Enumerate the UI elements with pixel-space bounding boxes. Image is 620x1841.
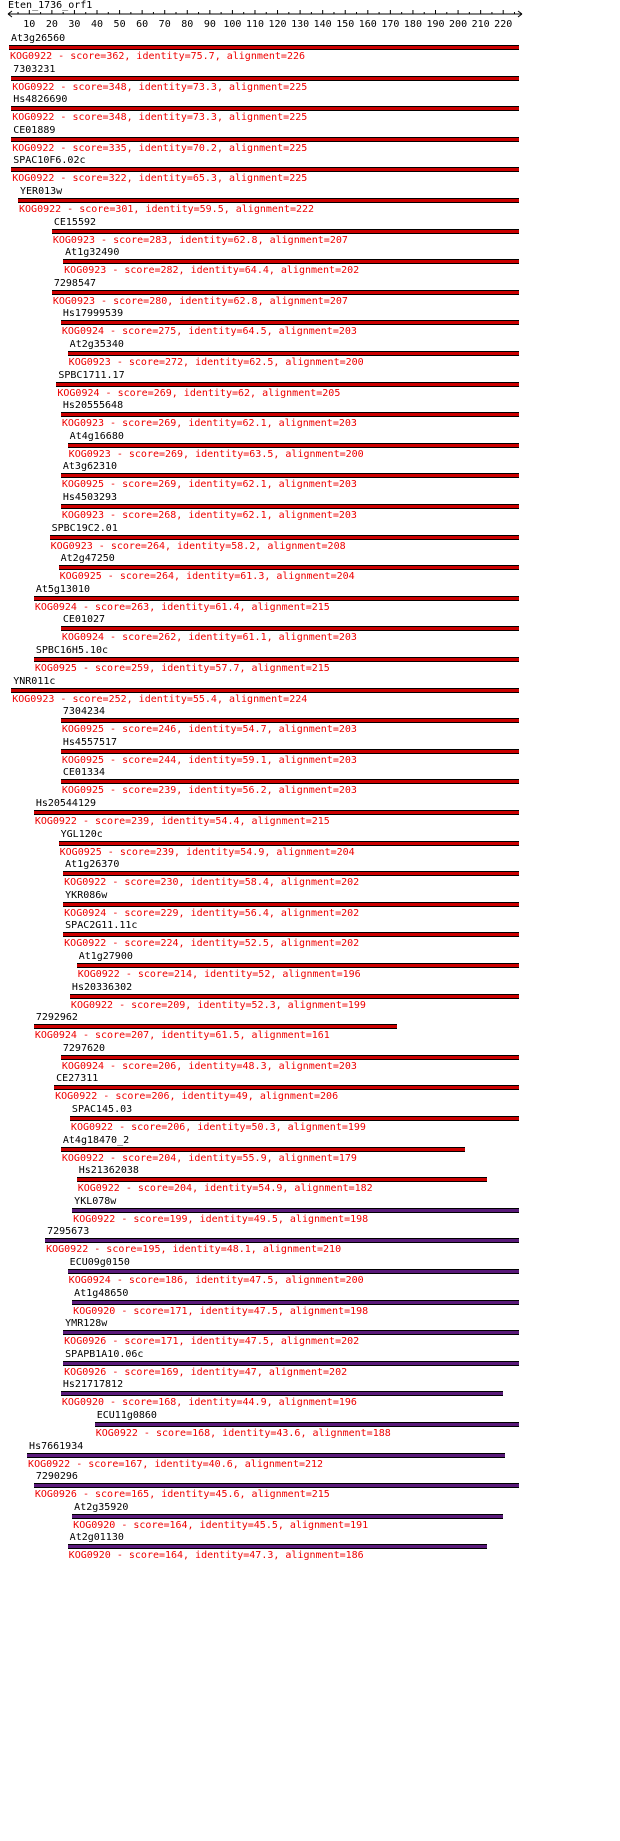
hit-name[interactable]: ECU09g0150 (69, 1257, 130, 1268)
hit-description: KOG0923 - score=264, identity=58.2, alignment=208 (50, 540, 346, 552)
hit-description: KOG0925 - score=239, identity=56.2, alignment=203 (61, 785, 357, 797)
hit-description: KOG0922 - score=209, identity=52.3, alignment=199 (70, 999, 366, 1011)
ruler-tick-label: 160 (358, 19, 377, 30)
hit-name[interactable]: 7303231 (13, 63, 56, 75)
hit-name[interactable]: 7295673 (47, 1226, 90, 1238)
hit-row (0, 523, 620, 555)
hit-description: KOG0926 - score=165, identity=45.6, alignment=215 (34, 1489, 330, 1501)
hit-description: KOG0924 - score=262, identity=61.1, alignment=203 (61, 632, 357, 644)
hit-row (0, 920, 620, 952)
hit-name[interactable]: Hs4557517 (62, 736, 118, 748)
hit-row (0, 1532, 620, 1564)
alignment-bar[interactable] (59, 565, 519, 570)
alignment-bar[interactable] (72, 1514, 503, 1519)
hit-name[interactable]: At1g26370 (65, 859, 120, 871)
ruler-tick-label: 50 (113, 19, 126, 30)
hit-description: KOG0922 - score=168, identity=43.6, alignment=188 (95, 1428, 391, 1439)
hit-row (0, 1379, 620, 1411)
hit-description: KOG0923 - score=280, identity=62.8, alignment=207 (52, 295, 348, 307)
hit-description: KOG0923 - score=269, identity=63.5, alignment=200 (68, 448, 364, 460)
hit-name[interactable]: Hs4503293 (62, 492, 118, 503)
hit-row (0, 278, 620, 310)
hit-description: KOG0922 - score=230, identity=58.4, alignment=202 (64, 877, 360, 889)
alignment-bar[interactable] (63, 1330, 519, 1335)
hit-description: KOG0924 - score=269, identity=62, alignment=205 (57, 387, 341, 399)
hit-description: KOG0922 - score=322, identity=65.3, alignment=225 (12, 173, 308, 185)
hit-row (0, 33, 620, 65)
alignment-bar[interactable] (63, 259, 519, 264)
hit-description: KOG0922 - score=214, identity=52, alignment=196 (77, 969, 361, 980)
alignment-bar[interactable] (34, 657, 519, 662)
hit-name[interactable]: SPBC19C2.01 (51, 522, 118, 534)
alignment-bar[interactable] (34, 810, 519, 815)
alignment-bar[interactable] (68, 1544, 488, 1549)
hit-row (0, 1471, 620, 1503)
hit-row (0, 676, 620, 708)
hit-description: KOG0924 - score=275, identity=64.5, alignment=203 (61, 326, 357, 338)
hit-description: KOG0922 - score=204, identity=55.9, alignment=179 (61, 1152, 357, 1164)
hit-description: KOG0925 - score=259, identity=57.7, alignment=215 (34, 663, 330, 674)
alignment-bar[interactable] (68, 351, 519, 356)
alignment-bar[interactable] (61, 779, 519, 784)
hit-row (0, 614, 620, 646)
hit-description: KOG0925 - score=239, identity=54.9, alignment=204 (59, 846, 355, 858)
ruler-tick-label: 120 (268, 19, 287, 30)
ruler-tick-label: 190 (426, 19, 445, 30)
hit-name[interactable]: CE01334 (62, 767, 106, 779)
alignment-bar[interactable] (61, 1055, 519, 1060)
alignment-bar[interactable] (11, 106, 519, 111)
hit-row (0, 461, 620, 493)
hit-row (0, 1196, 620, 1228)
hit-name[interactable]: At4g18470_2 (62, 1134, 130, 1146)
hit-name[interactable]: SPAC145.03 (71, 1104, 133, 1115)
hit-name[interactable]: 7297620 (62, 1042, 106, 1054)
ruler-tick-label: 40 (90, 19, 104, 30)
hit-row (0, 1012, 620, 1044)
ruler-tick-label: 150 (336, 19, 355, 30)
hit-row (0, 125, 620, 157)
hit-name[interactable]: SPAPB1A10.06c (65, 1348, 144, 1360)
hit-row (0, 1043, 620, 1075)
hit-row (0, 308, 620, 340)
hit-row (0, 247, 620, 279)
hit-row (0, 1257, 620, 1289)
alignment-bar[interactable] (61, 320, 519, 325)
hit-description: KOG0920 - score=164, identity=47.3, alignment=186 (68, 1550, 364, 1562)
hit-name[interactable]: Hs4826690 (13, 94, 68, 106)
hit-name[interactable]: Hs21362038 (78, 1165, 139, 1177)
hit-description: KOG0920 - score=171, identity=47.5, alignment=198 (73, 1305, 369, 1317)
hit-description: KOG0922 - score=301, identity=59.5, alignment=222 (19, 204, 315, 215)
hit-description: KOG0920 - score=164, identity=45.5, alignment=191 (73, 1519, 369, 1531)
hit-name[interactable]: ECU11g0860 (96, 1410, 157, 1421)
hit-row (0, 859, 620, 891)
alignment-bar[interactable] (77, 1177, 488, 1182)
hit-name[interactable]: 7298547 (53, 277, 97, 289)
alignment-bar[interactable] (34, 596, 519, 601)
hit-description: KOG0924 - score=207, identity=61.5, alignment=161 (34, 1030, 330, 1042)
ruler-tick-label: 220 (494, 19, 513, 30)
hit-row (0, 829, 620, 861)
hit-description: KOG0924 - score=263, identity=61.4, alignment=215 (34, 601, 330, 613)
alignment-bar[interactable] (63, 871, 519, 876)
hit-row (0, 1288, 620, 1320)
hit-row (0, 1226, 620, 1258)
hit-name[interactable]: CE01889 (13, 124, 56, 136)
ruler-tick-label: 70 (158, 19, 171, 30)
hit-description: KOG0923 - score=283, identity=62.8, alignment=207 (52, 234, 348, 246)
hit-row (0, 767, 620, 799)
hit-description: KOG0925 - score=264, identity=61.3, alignment=204 (59, 571, 355, 583)
hit-name[interactable]: SPBC1711.17 (58, 369, 125, 381)
alignment-bar[interactable] (63, 932, 519, 937)
alignment-bar[interactable] (95, 1422, 519, 1427)
hit-row (0, 1104, 620, 1136)
hit-name[interactable]: Hs20336302 (71, 981, 133, 993)
hit-name[interactable]: YKL078w (74, 1195, 117, 1207)
hit-name[interactable]: At3g62310 (62, 461, 118, 473)
alignment-bar[interactable] (61, 473, 519, 478)
ruler-tick-label: 180 (403, 19, 422, 30)
hit-row (0, 1318, 620, 1350)
hit-description: KOG0923 - score=269, identity=62.1, alignment=203 (61, 418, 357, 430)
hit-row (0, 1349, 620, 1381)
alignment-bar[interactable] (52, 229, 519, 234)
alignment-bar[interactable] (34, 1024, 397, 1029)
hit-description: KOG0922 - score=167, identity=40.6, alignment=212 (28, 1458, 324, 1470)
hit-description: KOG0922 - score=224, identity=52.5, alignment=202 (64, 938, 360, 950)
hit-name[interactable]: SPBC16H5.10c (35, 645, 109, 656)
alignment-bar[interactable] (11, 76, 519, 81)
hit-description: KOG0926 - score=171, identity=47.5, alignment=202 (64, 1336, 360, 1348)
hit-description: KOG0922 - score=206, identity=49, alignment=206 (55, 1091, 339, 1103)
hit-name[interactable]: At1g48650 (74, 1287, 129, 1299)
hit-row (0, 370, 620, 402)
hit-name[interactable]: Hs7661934 (29, 1440, 84, 1452)
ruler-tick-label: 60 (136, 19, 149, 30)
hit-row (0, 890, 620, 922)
hit-row (0, 951, 620, 983)
hit-description: KOG0923 - score=252, identity=55.4, alignment=224 (12, 693, 308, 705)
hit-row (0, 1135, 620, 1167)
hit-row (0, 645, 620, 677)
hit-name[interactable]: At2g35920 (74, 1501, 129, 1513)
alignment-bar[interactable] (68, 443, 519, 448)
ruler-tick-label: 170 (381, 19, 400, 30)
alignment-bar[interactable] (45, 1238, 519, 1243)
hit-row (0, 982, 620, 1014)
alignment-bar[interactable] (56, 382, 519, 387)
hit-name[interactable]: At2g01130 (69, 1532, 124, 1544)
hit-description: KOG0922 - score=195, identity=48.1, alignment=210 (46, 1244, 342, 1256)
alignment-bar[interactable] (72, 1208, 519, 1213)
hit-description: KOG0926 - score=169, identity=47, alignment=202 (64, 1366, 348, 1378)
hit-row (0, 1441, 620, 1473)
alignment-bar[interactable] (61, 504, 519, 509)
ruler-tick-label: 210 (471, 19, 490, 30)
alignment-bar[interactable] (52, 290, 519, 295)
hit-name[interactable]: SPAC10F6.02c (13, 155, 86, 167)
hit-row (0, 94, 620, 126)
hit-name[interactable]: YGL120c (60, 828, 103, 840)
hit-description: KOG0922 - score=348, identity=73.3, alignment=225 (12, 112, 308, 124)
hit-name[interactable]: At1g32490 (65, 247, 120, 259)
hit-row (0, 186, 620, 218)
hit-name[interactable]: 7292962 (35, 1012, 78, 1024)
hit-row (0, 1502, 620, 1534)
alignment-bar[interactable] (61, 1147, 465, 1152)
query-title: Eten_1736_orf1 (8, 0, 93, 11)
ruler-tick-label: 140 (313, 19, 332, 30)
hit-name[interactable]: YER013w (20, 186, 63, 197)
ruler-tick-label: 200 (449, 19, 468, 30)
alignment-bar[interactable] (63, 1361, 519, 1366)
hit-name[interactable]: At3g26560 (11, 33, 66, 44)
hit-row (0, 1410, 620, 1442)
alignment-bar[interactable] (11, 688, 519, 693)
alignment-bar[interactable] (9, 45, 519, 50)
alignment-bar[interactable] (61, 626, 519, 631)
alignment-bar[interactable] (11, 137, 519, 142)
ruler-tick-label: 10 (23, 19, 36, 30)
hit-description: KOG0922 - score=239, identity=54.4, alignment=215 (34, 816, 330, 827)
ruler-tick-label: 30 (68, 19, 81, 30)
hit-name[interactable]: CE01027 (62, 614, 106, 626)
hit-row (0, 584, 620, 616)
hit-name[interactable]: At1g27900 (78, 951, 133, 962)
alignment-bar[interactable] (61, 749, 519, 754)
hit-row (0, 553, 620, 585)
hit-name[interactable]: Hs21717812 (62, 1379, 124, 1391)
hit-description: KOG0923 - score=268, identity=62.1, alignment=203 (61, 510, 357, 521)
hit-row (0, 155, 620, 187)
hit-name[interactable]: At2g35340 (69, 339, 124, 350)
hit-description: KOG0925 - score=246, identity=54.7, alignment=203 (61, 724, 357, 736)
hit-name[interactable]: YKR086w (65, 889, 108, 901)
hit-row (0, 706, 620, 738)
ruler-tick-label: 20 (45, 19, 58, 30)
hit-name[interactable]: SPAC2G11.11c (65, 920, 138, 932)
alignment-bar[interactable] (68, 1269, 519, 1274)
alignment-bar[interactable] (72, 1300, 519, 1305)
hit-name[interactable]: At2g47250 (60, 553, 115, 565)
alignment-bar[interactable] (61, 412, 519, 417)
hit-row (0, 798, 620, 830)
alignment-bar[interactable] (61, 1391, 503, 1396)
hit-row (0, 217, 620, 249)
alignment-bar[interactable] (18, 198, 519, 203)
ruler-tick-label: 100 (223, 19, 242, 30)
alignment-bar[interactable] (59, 841, 519, 846)
ruler-tick-label: 90 (203, 19, 216, 30)
hit-name[interactable]: Hs17999539 (62, 308, 124, 320)
alignment-bar[interactable] (77, 963, 519, 968)
hit-name[interactable]: Hs20555648 (62, 400, 124, 412)
hit-row (0, 400, 620, 432)
alignment-bar[interactable] (70, 994, 519, 999)
hit-description: KOG0923 - score=272, identity=62.5, alignment=200 (68, 357, 364, 368)
hit-name[interactable]: 7304234 (62, 706, 106, 718)
hit-row (0, 737, 620, 769)
hit-description: KOG0922 - score=199, identity=49.5, alignment=198 (73, 1213, 369, 1225)
hit-description: KOG0920 - score=168, identity=44.9, alignment=196 (61, 1397, 357, 1409)
hit-row (0, 1073, 620, 1105)
hit-description: KOG0924 - score=186, identity=47.5, alignment=200 (68, 1275, 364, 1286)
ruler-tick-label: 80 (181, 19, 194, 30)
hit-description: KOG0922 - score=335, identity=70.2, alignment=225 (12, 142, 308, 154)
hit-row (0, 492, 620, 524)
hit-name[interactable]: At5g13010 (35, 583, 90, 595)
hit-description: KOG0922 - score=348, identity=73.3, alignment=225 (12, 81, 308, 93)
hit-description: KOG0924 - score=229, identity=56.4, alignment=202 (64, 907, 360, 919)
ruler-tick-label: 130 (291, 19, 310, 30)
alignment-bar[interactable] (54, 1085, 519, 1090)
hit-row (0, 339, 620, 371)
hit-description: KOG0923 - score=282, identity=64.4, alignment=202 (64, 265, 360, 277)
hit-description: KOG0925 - score=244, identity=59.1, alignment=203 (61, 754, 357, 766)
alignment-bar[interactable] (61, 718, 519, 723)
alignment-bar[interactable] (50, 535, 519, 540)
hit-description: KOG0922 - score=204, identity=54.9, alignment=182 (77, 1183, 373, 1195)
hit-description: KOG0922 - score=362, identity=75.7, alignment=226 (10, 51, 306, 62)
hit-name[interactable]: CE27311 (56, 1073, 99, 1085)
hit-description: KOG0925 - score=269, identity=62.1, alignment=203 (61, 479, 357, 491)
hit-name[interactable]: Hs20544129 (35, 798, 97, 809)
hit-row (0, 1165, 620, 1197)
hit-description: KOG0922 - score=206, identity=50.3, alignment=199 (70, 1122, 366, 1133)
alignment-bar[interactable] (70, 1116, 519, 1121)
hit-name[interactable]: CE15592 (53, 216, 97, 228)
hit-name[interactable]: 7290296 (35, 1471, 78, 1483)
hit-row (0, 64, 620, 96)
alignment-bar[interactable] (27, 1453, 505, 1458)
hit-name[interactable]: YNR011c (13, 675, 56, 687)
hit-name[interactable]: YMR128w (65, 1318, 108, 1330)
alignment-bar[interactable] (34, 1483, 519, 1488)
hit-description: KOG0924 - score=206, identity=48.3, alignment=203 (61, 1060, 357, 1072)
alignment-bar[interactable] (11, 167, 519, 172)
hit-row (0, 431, 620, 463)
hit-name[interactable]: At4g16680 (69, 430, 124, 442)
ruler-tick-label: 110 (245, 19, 265, 30)
alignment-bar[interactable] (63, 902, 519, 907)
